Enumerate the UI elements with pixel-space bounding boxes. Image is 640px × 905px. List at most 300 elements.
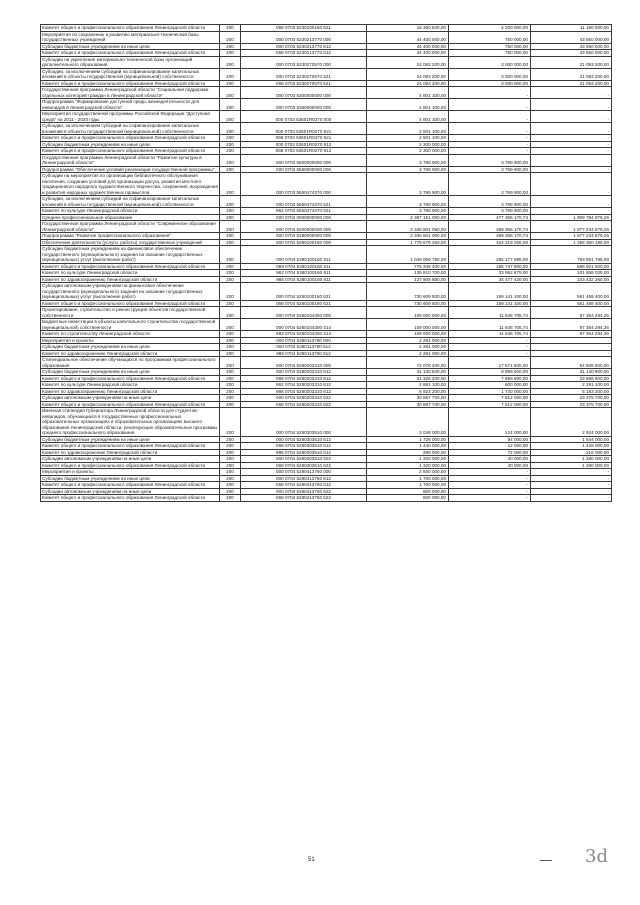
row-executed-cell: 9 999 600,00: [449, 369, 531, 376]
row-name-cell: Субсидии автономным учреждениям на иные цели: [41, 456, 220, 463]
row-name-cell: Среднее профессиональное образование: [41, 214, 220, 221]
row-approved-cell: 1 779 679 260,00: [367, 239, 449, 246]
row-executed-cell: 3 789 900,00: [449, 196, 531, 208]
row-approved-cell: 2 281 000,00: [367, 337, 449, 344]
row-approved-cell: 72 078 200,00: [367, 357, 449, 369]
row-executed-cell: 84 000,00: [449, 436, 531, 443]
row-approved-cell: 109 000 000,00: [367, 319, 449, 331]
row-approved-cell: 31 326 200,00: [367, 375, 449, 382]
row-name-cell: Субсидии бюджетным учреждениям на иные цели: [41, 436, 220, 443]
row-remaining-cell: 21 093 200,00: [531, 80, 612, 87]
row-approved-cell: 2 346 601 050,00: [367, 221, 449, 233]
row-name-cell: Комитет общего и профессионального образования Ленинградской области: [41, 135, 220, 142]
row-approved-cell: 3 789 900,00: [367, 166, 449, 173]
row-name-cell: Комитет по культуре Ленинградской области: [41, 208, 220, 215]
row-executed-cell: 424 319 265,00: [449, 239, 531, 246]
row-code-cell: 200: [220, 43, 241, 50]
row-bcc-cell: 068 0704 5280203310 612: [241, 375, 367, 382]
table-row: [41, 382, 612, 389]
row-name-cell: Мероприятия и проекты: [41, 469, 220, 476]
table-row: [41, 43, 612, 50]
row-code-cell: 200: [220, 173, 241, 196]
row-remaining-cell: 43 650 000,00: [531, 43, 612, 50]
row-bcc-cell: 068 0704 5280303510 612: [241, 443, 367, 450]
table-row: [41, 436, 612, 443]
row-code-cell: 200: [220, 388, 241, 395]
row-remaining-cell: 1 280 000,00: [531, 456, 612, 463]
row-remaining-cell: -: [531, 123, 612, 135]
margin-dash: [540, 860, 552, 861]
row-name-cell: Субсидии бюджетным учреждениям на финансовое обеспечение государственного (муниципального) задания на оказание государственных (муниципальных) услуг (выполнение работ): [41, 246, 220, 264]
row-remaining-cell: -: [531, 344, 612, 351]
row-name-cell: Комитет общего и профессионального образования Ленинградской области: [41, 80, 220, 87]
table-row: [41, 123, 612, 135]
table-row: [41, 99, 612, 111]
row-name-cell: Субсидии, за исключением субсидий на софинансирование капитальных вложений в объекты государственной (муниципальной) собственности: [41, 68, 220, 80]
row-bcc-cell: 986 0704 5280113760 612: [241, 350, 367, 357]
row-approved-cell: 4 801 100,00: [367, 87, 449, 99]
row-bcc-cell: 000 0704 5280104300 414: [241, 319, 367, 331]
row-name-cell: Проектирование, строительство и реконструкция объектов государственной собственности: [41, 307, 220, 319]
row-executed-cell: 11 645 705,74: [449, 319, 531, 331]
row-executed-cell: 11 645 705,74: [449, 307, 531, 319]
row-executed-cell: 72 000,00: [449, 449, 531, 456]
row-approved-cell: 137 909 680,00: [367, 276, 449, 283]
row-name-cell: Субсидии бюджетным учреждениям на иные цели: [41, 344, 220, 351]
row-executed-cell: 3 789 900,00: [449, 173, 531, 196]
row-executed-cell: 40 000,00: [449, 462, 531, 469]
row-code-cell: 200: [220, 449, 241, 456]
table-row: [41, 221, 612, 233]
row-approved-cell: 730 609 500,00: [367, 300, 449, 307]
row-executed-cell: 169 141 100,00: [449, 283, 531, 301]
row-bcc-cell: 962 0704 5280100160 611: [241, 270, 367, 277]
row-bcc-cell: 986 0704 5280303510 612: [241, 449, 367, 456]
row-approved-cell: 1 320 000,00: [367, 456, 449, 463]
table-row: [41, 300, 612, 307]
row-bcc-cell: 000 0703 5230213770 000: [241, 31, 367, 43]
row-executed-cell: -: [449, 337, 531, 344]
row-executed-cell: -: [449, 495, 531, 502]
row-remaining-cell: -: [531, 196, 612, 208]
row-code-cell: 200: [220, 154, 241, 166]
row-name-cell: Комитет общего и профессионального образования Ленинградской области: [41, 443, 220, 450]
row-remaining-cell: -: [531, 87, 612, 99]
table-row: [41, 357, 612, 369]
row-code-cell: 200: [220, 283, 241, 301]
row-name-cell: Комитет по здравоохранению Ленинградской области: [41, 449, 220, 456]
row-bcc-cell: 000 0704 0000000000 000: [241, 214, 367, 221]
row-name-cell: Государственная программа Ленинградской области "Развитие культуры в Ленинградской области": [41, 154, 220, 166]
row-name-cell: Комитет общего и профессионального образования Ленинградской области: [41, 300, 220, 307]
row-code-cell: 200: [220, 148, 241, 155]
row-code-cell: 200: [220, 25, 241, 32]
table-row: [41, 283, 612, 301]
table-row: [41, 214, 612, 221]
row-name-cell: Комитет общего и профессионального образования Ленинградской области: [41, 50, 220, 57]
row-remaining-cell: 23 375 700,00: [531, 401, 612, 408]
row-executed-cell: 169 141 100,00: [449, 300, 531, 307]
row-bcc-cell: 000 0704 5280303510 622: [241, 456, 367, 463]
row-remaining-cell: 31 130 900,00: [531, 369, 612, 376]
row-approved-cell: 2 281 000,00: [367, 350, 449, 357]
row-remaining-cell: 103 432 260,00: [531, 276, 612, 283]
row-approved-cell: 109 000 000,00: [367, 331, 449, 338]
row-executed-cell: -: [449, 344, 531, 351]
table-row: [41, 87, 612, 99]
row-approved-cell: 44 400 000,00: [367, 50, 449, 57]
row-code-cell: 200: [220, 475, 241, 482]
row-executed-cell: 17 571 600,00: [449, 357, 531, 369]
table-row: [41, 246, 612, 264]
row-executed-cell: -: [449, 469, 531, 476]
row-remaining-cell: 97 354 294,26: [531, 319, 612, 331]
table-row: [41, 449, 612, 456]
row-bcc-cell: 000 0704 5280413760 612: [241, 475, 367, 482]
row-code-cell: 200: [220, 357, 241, 369]
row-executed-cell: 750 000,00: [449, 50, 531, 57]
row-remaining-cell: 1 877 234 879,26: [531, 233, 612, 240]
row-remaining-cell: -: [531, 350, 612, 357]
row-name-cell: Именная стипендия Губернатора Ленинградской области для студентов-инвалидов, обучающихся в государственных профессиональных образовательных организациях и образовательных организациях высшего образования Ленинградской области, реализующих образовательные программы среднего профессионального образования: [41, 408, 220, 437]
row-approved-cell: 2 300 000,00: [367, 141, 449, 148]
row-name-cell: Мероприятия и проекты: [41, 337, 220, 344]
row-name-cell: Субсидии, за исключением субсидий на софинансирование капитальных вложений в объекты государственной (муниципальной) собственности: [41, 123, 220, 135]
row-remaining-cell: 1 877 234 879,26: [531, 221, 612, 233]
row-bcc-cell: 000 0704 5280413760 000: [241, 469, 367, 476]
row-code-cell: 200: [220, 141, 241, 148]
row-bcc-cell: 000 0703 53601R0270 612: [241, 141, 367, 148]
table-row: [41, 135, 612, 142]
row-remaining-cell: 23 375 700,00: [531, 395, 612, 402]
table-row: [41, 350, 612, 357]
row-remaining-cell: -: [531, 99, 612, 111]
row-approved-cell: 1 700 000,00: [367, 475, 449, 482]
row-name-cell: Субсидии на укрепление материально-технической базы организаций дополнительного образования: [41, 56, 220, 68]
row-executed-cell: 3 789 900,00: [449, 166, 531, 173]
row-executed-cell: -: [449, 111, 531, 123]
row-remaining-cell: 11 160 500,00: [531, 25, 612, 32]
row-approved-cell: 44 400 000,00: [367, 43, 449, 50]
row-bcc-cell: 000 0703 5360000000 000: [241, 99, 367, 111]
row-approved-cell: 24 093 200,00: [367, 56, 449, 68]
row-approved-cell: 800 000,00: [367, 488, 449, 495]
row-executed-cell: 3 000 000,00: [449, 68, 531, 80]
row-bcc-cell: 000 0703 5300000000 000: [241, 87, 367, 99]
budget-execution-table: [40, 24, 612, 502]
row-name-cell: Подпрограмма "Формирование доступной среды жизнедеятельности для инвалидов в Ленинградской области": [41, 99, 220, 111]
row-bcc-cell: 983 0704 5280104300 414: [241, 331, 367, 338]
row-code-cell: 200: [220, 123, 241, 135]
row-executed-cell: 600 000,00: [449, 382, 531, 389]
table-row: [41, 166, 612, 173]
row-approved-cell: 775 349 400,00: [367, 263, 449, 270]
row-executed-cell: 477 366 170,74: [449, 214, 531, 221]
table-body: [41, 25, 612, 502]
row-bcc-cell: 068 0704 5280100160 621: [241, 300, 367, 307]
table-row: [41, 401, 612, 408]
table-row: [41, 68, 612, 80]
row-executed-cell: 4 200 000,00: [449, 25, 531, 32]
row-bcc-cell: 000 0704 5280100160 621: [241, 283, 367, 301]
row-name-cell: Субсидии на мероприятия по организации библиотечного обслуживания населения, созданию условий для организации досуга, развития местного традиционного народного художественного творчества, сохранения, возрождения и развития народных художественных промыслов: [42, 173, 218, 195]
table-row: [41, 344, 612, 351]
row-code-cell: 200: [220, 68, 241, 80]
row-code-cell: 200: [220, 270, 241, 277]
row-remaining-cell: 101 858 025,00: [531, 270, 612, 277]
row-code-cell: 200: [220, 395, 241, 402]
table-row: [41, 488, 612, 495]
row-bcc-cell: 000 0703 5550474370 000: [241, 173, 367, 196]
row-bcc-cell: 000 0704 5280203310 612: [241, 369, 367, 376]
row-approved-cell: 3 789 900,00: [367, 208, 449, 215]
row-code-cell: 200: [220, 344, 241, 351]
table-row: [41, 495, 612, 502]
table-row: [41, 375, 612, 382]
row-remaining-cell: -: [531, 208, 612, 215]
row-remaining-cell: -: [531, 488, 612, 495]
row-name-cell: Субсидии бюджетным учреждениям на иные цели: [41, 43, 220, 50]
row-remaining-cell: 1 909 784 879,26: [531, 214, 612, 221]
table-row: [41, 196, 612, 208]
row-approved-cell: 30 887 700,00: [367, 401, 449, 408]
row-remaining-cell: 21 093 200,00: [531, 68, 612, 80]
row-remaining-cell: 97 354 294,26: [531, 307, 612, 319]
row-name-cell: Субсидии бюджетным учреждениям на иные цели: [41, 475, 220, 482]
row-code-cell: 200: [220, 369, 241, 376]
row-approved-cell: 1 440 000,00: [367, 443, 449, 450]
row-code-cell: 200: [220, 375, 241, 382]
row-approved-cell: 1 728 000,00: [367, 436, 449, 443]
table-row: [41, 270, 612, 277]
row-code-cell: 200: [220, 263, 241, 270]
row-approved-cell: 2 300 000,00: [367, 148, 449, 155]
row-executed-cell: 186 747 900,00: [449, 263, 531, 270]
row-approved-cell: 6 923 200,00: [367, 388, 449, 395]
row-code-cell: 200: [220, 382, 241, 389]
row-bcc-cell: 000 0704 5280113760 612: [241, 344, 367, 351]
row-approved-cell: 24 093 200,00: [367, 80, 449, 87]
table-row: [41, 443, 612, 450]
row-remaining-cell: -: [531, 469, 612, 476]
row-remaining-cell: -: [531, 173, 612, 196]
table-row: [41, 233, 612, 240]
row-bcc-cell: 000 0704 5280113760 000: [241, 337, 367, 344]
table-row: [41, 388, 612, 395]
row-executed-cell: -: [449, 475, 531, 482]
table-row: [41, 111, 612, 123]
row-name-cell: Комитет общего и профессионального образования Ленинградской области: [41, 482, 220, 489]
row-code-cell: 200: [220, 443, 241, 450]
row-remaining-cell: 5 183 200,00: [531, 388, 612, 395]
row-name-cell: Комитет по культуре Ленинградской области: [41, 270, 220, 277]
row-code-cell: 200: [220, 208, 241, 215]
table-row: [41, 80, 612, 87]
row-remaining-cell: 23 666 600,00: [531, 375, 612, 382]
row-name-cell: Комитет по строительству Ленинградской области: [41, 331, 220, 338]
table-row: [41, 462, 612, 469]
row-code-cell: 200: [220, 462, 241, 469]
table-row: [41, 141, 612, 148]
row-executed-cell: 7 512 000,00: [449, 401, 531, 408]
row-code-cell: 200: [220, 80, 241, 87]
row-remaining-cell: 1 355 360 185,00: [531, 239, 612, 246]
row-bcc-cell: 068 0703 5230270570 521: [241, 80, 367, 87]
row-approved-cell: 4 801 100,00: [367, 99, 449, 111]
row-bcc-cell: 962 0703 5550474370 521: [241, 208, 367, 215]
row-approved-cell: 3 048 000,00: [367, 408, 449, 437]
table-row: [41, 208, 612, 215]
row-code-cell: 200: [220, 401, 241, 408]
row-bcc-cell: 986 0704 5280203310 612: [241, 388, 367, 395]
table-row: [41, 369, 612, 376]
row-approved-cell: 4 801 100,00: [367, 111, 449, 123]
row-code-cell: 200: [220, 166, 241, 173]
row-name-cell: Комитет общего и профессионального образования Ленинградской области: [41, 401, 220, 408]
table-row: [41, 50, 612, 57]
row-name-cell: Подпрограмма "Развитие профессионального образования": [41, 233, 220, 240]
row-remaining-cell: -: [531, 111, 612, 123]
row-remaining-cell: -: [531, 337, 612, 344]
handwritten-mark: 3d: [585, 846, 608, 867]
row-executed-cell: 40 000,00: [449, 456, 531, 463]
row-name-cell: Комитет общего и профессионального образования Ленинградской области: [41, 462, 220, 469]
row-name-cell: Комитет общего и профессионального образования Ленинградской области: [41, 263, 220, 270]
row-executed-cell: -: [449, 148, 531, 155]
row-remaining-cell: 1 428 000,00: [531, 443, 612, 450]
row-executed-cell: 750 000,00: [449, 31, 531, 43]
row-name-cell: Комитет общего и профессионального образования Ленинградской области: [41, 375, 220, 382]
row-approved-cell: 1 700 000,00: [367, 482, 449, 489]
table-row: [41, 408, 612, 437]
row-code-cell: 200: [220, 488, 241, 495]
row-bcc-cell: 068 0703 53601R0270 612: [241, 148, 367, 155]
row-approved-cell: 135 810 700,00: [367, 270, 449, 277]
row-remaining-cell: -: [531, 154, 612, 166]
row-bcc-cell: 962 0704 5280203310 612: [241, 382, 367, 389]
row-remaining-cell: 561 468 400,00: [531, 283, 612, 301]
row-code-cell: 200: [220, 300, 241, 307]
row-bcc-cell: 000 0704 5280413760 622: [241, 488, 367, 495]
row-approved-cell: 800 000,00: [367, 495, 449, 502]
row-remaining-cell: 43 650 000,00: [531, 31, 612, 43]
row-approved-cell: 2 881 100,00: [367, 382, 449, 389]
row-name-cell: Государственная программа Ленинградской области "Современное образование Ленинградской области": [41, 221, 220, 233]
row-approved-cell: 2 387 151 050,00: [367, 214, 449, 221]
row-approved-cell: 3 789 900,00: [367, 154, 449, 166]
table-row: [41, 319, 612, 331]
row-name-cell: Бюджетные инвестиции в объекты капитального строительства государственной (муниципальной) собственности: [41, 319, 220, 331]
row-executed-cell: 3 000 000,00: [449, 80, 531, 87]
row-executed-cell: 469 366 170,74: [449, 233, 531, 240]
row-bcc-cell: 000 0703 5550474370 521: [241, 196, 367, 208]
row-remaining-cell: -: [531, 141, 612, 148]
row-bcc-cell: 068 0704 5280413760 612: [241, 482, 367, 489]
row-code-cell: 200: [220, 337, 241, 344]
row-name-cell: Субсидии автономным учреждениям на финансовое обеспечение государственного (муниципального) задания на оказание государственных (муниципальных) услуг (выполнение работ): [41, 283, 220, 301]
row-code-cell: 200: [220, 482, 241, 489]
row-bcc-cell: 000 0704 5280303510 612: [241, 436, 367, 443]
row-remaining-cell: -: [531, 482, 612, 489]
row-name-cell: Субсидии автономным учреждениям на иные цели: [41, 395, 220, 402]
row-remaining-cell: 21 093 200,00: [531, 56, 612, 68]
row-bcc-cell: 000 0704 5280203310 000: [241, 357, 367, 369]
row-remaining-cell: 2 281 100,00: [531, 382, 612, 389]
row-remaining-cell: 561 468 400,00: [531, 300, 612, 307]
row-approved-cell: 3 789 900,00: [367, 196, 449, 208]
row-code-cell: 200: [220, 56, 241, 68]
row-bcc-cell: 000 0703 5230270570 000: [241, 56, 367, 68]
row-code-cell: 200: [220, 214, 241, 221]
row-code-cell: 200: [220, 233, 241, 240]
row-bcc-cell: 000 0703 5230213770 612: [241, 43, 367, 50]
row-bcc-cell: 000 0704 5200000000 000: [241, 221, 367, 233]
row-bcc-cell: 068 0704 5280100160 611: [241, 263, 367, 270]
row-remaining-cell: -: [531, 166, 612, 173]
row-code-cell: 200: [220, 99, 241, 111]
row-executed-cell: 124 000,00: [449, 408, 531, 437]
row-executed-cell: 7 512 000,00: [449, 395, 531, 402]
table-row: [41, 456, 612, 463]
row-name-cell: Подпрограмма "Обеспечение условий реализации государственной программы": [41, 166, 220, 173]
row-remaining-cell: 54 506 600,00: [531, 357, 612, 369]
row-name-cell: Мероприятия государственной программы Российской Федерации "Доступная среда" на 2011 - 2020 годы: [41, 111, 220, 123]
row-remaining-cell: 793 891 785,00: [531, 246, 612, 264]
row-name-cell: Комитет по культуре Ленинградской области: [41, 382, 220, 389]
row-executed-cell: -: [449, 350, 531, 357]
row-executed-cell: 3 789 900,00: [449, 154, 531, 166]
row-remaining-cell: -: [531, 475, 612, 482]
row-remaining-cell: 97 354 294,26: [531, 331, 612, 338]
table-row: [41, 173, 612, 196]
row-name-cell: Государственная программа Ленинградской области "Социальная поддержка отдельных категорий граждан в Ленинградской области": [41, 87, 220, 99]
row-remaining-cell: 2 924 000,00: [531, 408, 612, 437]
row-name-cell: Мероприятия по сохранению и развитию материально-технической базы государственных учреждений: [41, 31, 220, 43]
row-bcc-cell: 068 0704 5280303510 622: [241, 462, 367, 469]
table-row: [41, 482, 612, 489]
row-bcc-cell: 068 0704 5280203310 622: [241, 401, 367, 408]
row-code-cell: 200: [220, 50, 241, 57]
row-bcc-cell: 068 0703 53601R0270 521: [241, 135, 367, 142]
row-approved-cell: 2 281 000,00: [367, 344, 449, 351]
row-bcc-cell: 000 0703 53601R0270 000: [241, 111, 367, 123]
row-bcc-cell: 068 0703 5230100160 621: [241, 25, 367, 32]
row-approved-cell: 44 400 000,00: [367, 31, 449, 43]
row-bcc-cell: 000 0704 5280203310 622: [241, 395, 367, 402]
row-remaining-cell: -: [531, 495, 612, 502]
row-approved-cell: 2 501 100,00: [367, 123, 449, 135]
row-approved-cell: 30 887 700,00: [367, 395, 449, 402]
row-executed-cell: 1 740 000,00: [449, 388, 531, 395]
row-executed-cell: 469 366 170,74: [449, 221, 531, 233]
row-code-cell: 200: [220, 196, 241, 208]
table-row: [41, 31, 612, 43]
row-executed-cell: 12 000,00: [449, 443, 531, 450]
row-bcc-cell: 068 0704 5280413760 622: [241, 495, 367, 502]
row-bcc-cell: 000 0704 5280100160 000: [241, 239, 367, 246]
row-code-cell: 200: [220, 331, 241, 338]
row-bcc-cell: 000 0703 5550000000 000: [241, 166, 367, 173]
row-approved-cell: 41 130 500,00: [367, 369, 449, 376]
table-row: [41, 395, 612, 402]
row-executed-cell: 34 477 420,00: [449, 276, 531, 283]
row-executed-cell: 33 952 675,00: [449, 270, 531, 277]
row-code-cell: 200: [220, 469, 241, 476]
row-executed-cell: 3 789 900,00: [449, 208, 531, 215]
row-approved-cell: 1 320 000,00: [367, 462, 449, 469]
row-code-cell: 200: [220, 221, 241, 233]
row-code-cell: 200: [220, 135, 241, 142]
